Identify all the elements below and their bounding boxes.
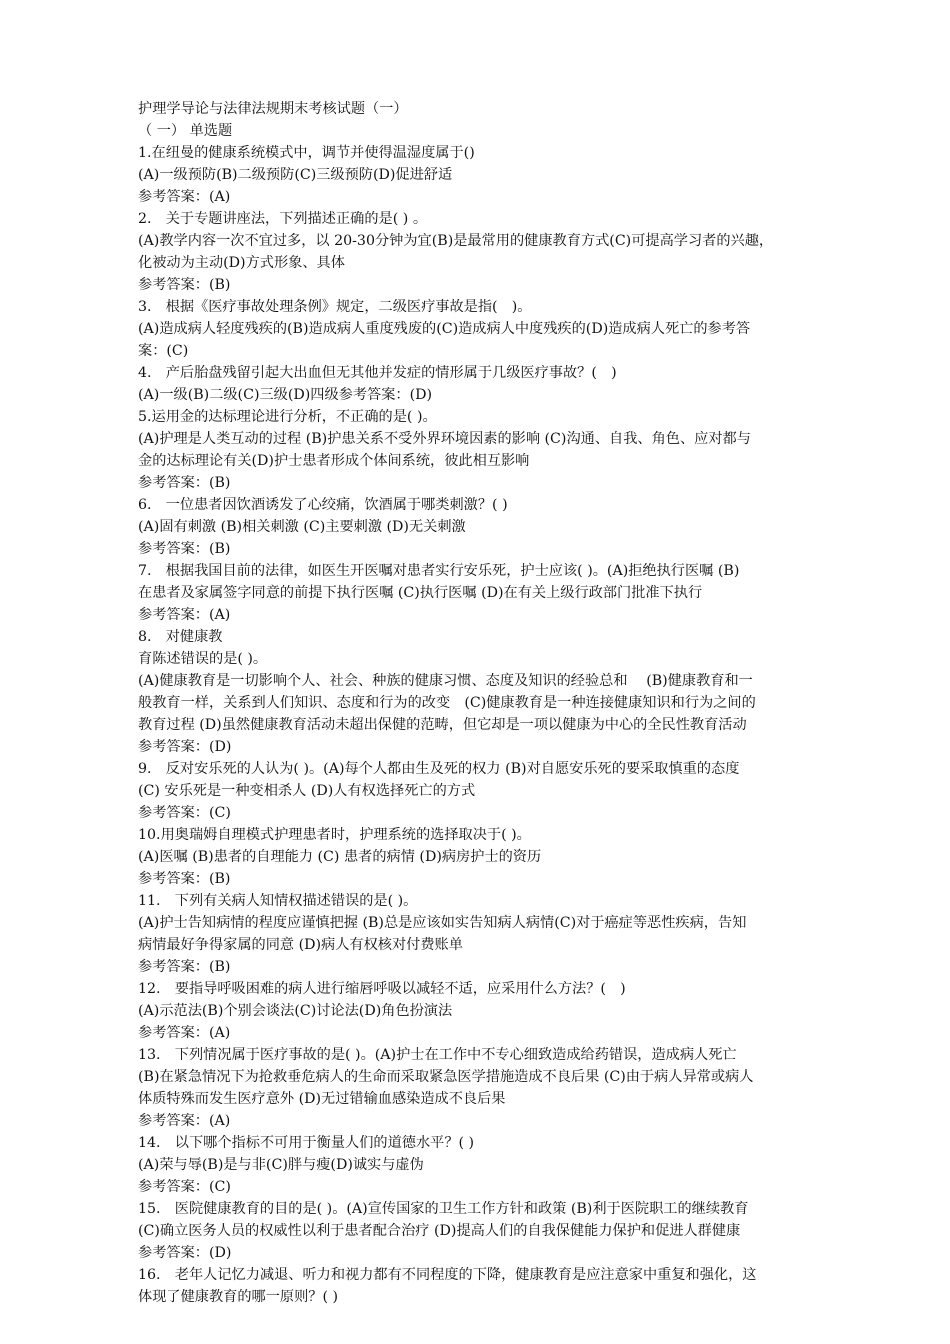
text-line: 4. 产后胎盘残留引起大出血但无其他并发症的情形属于几级医疗事故？( ) — [138, 365, 617, 381]
text-line: 化被动为主动(D)方式形象、具体 — [138, 255, 345, 271]
text-line: （ 一） 单选题 — [138, 123, 233, 139]
text-line: (A)教学内容一次不宜过多，以 20-30分钟为宜(B)是最常用的健康教育方式(C)可提高学习者的兴趣， — [138, 233, 774, 249]
text-line: 5.运用金的达标理论进行分析，不正确的是( )。 — [138, 409, 437, 425]
text-line: 3. 根据《医疗事故处理条例》规定，二级医疗事故是指( )。 — [138, 299, 532, 315]
text-line: 参考答案：(D) — [138, 1245, 232, 1261]
text-line: 8. 对健康教 — [138, 629, 223, 645]
text-line: (C)确立医务人员的权威性以利于患者配合治疗 (D)提高人们的自我保健能力保护和促进人群健康 — [138, 1223, 741, 1239]
text-line: 14. 以下哪个指标不可用于衡量人们的道德水平？( ) — [138, 1135, 475, 1151]
text-line: (B)在紧急情况下为抢救垂危病人的生命而采取紧急医学措施造成不良后果 (C)由于病人异常或病人 — [138, 1069, 754, 1085]
text-line: 1.在纽曼的健康系统模式中，调节并使得温湿度属于() — [138, 145, 475, 161]
text-line: 病情最好争得家属的同意 (D)病人有权核对付费账单 — [138, 937, 463, 953]
text-line: 参考答案：(A) — [138, 1113, 231, 1129]
text-line: 12. 要指导呼吸困难的病人进行缩唇呼吸以减轻不适，应采用什么方法？( ) — [138, 981, 626, 997]
text-line: (A)护士告知病情的程度应谨慎把握 (B)总是应该如实告知病人病情(C)对于癌症等恶性疾病，告知 — [138, 915, 747, 931]
text-line: 10.用奥瑞姆自理模式护理患者时，护理系统的选择取决于( )。 — [138, 827, 531, 843]
text-line: (C) 安乐死是一种变相杀人 (D)人有权选择死亡的方式 — [138, 783, 476, 799]
text-line: 案：(C) — [138, 343, 189, 359]
text-line: (A)健康教育是一切影响个人、社会、种族的健康习惯、态度及知识的经验总和 (B)健康教育和一 — [138, 673, 753, 689]
text-line: (A)一级(B)二级(C)三级(D)四级参考答案：(D) — [138, 387, 433, 403]
text-line: 9. 反对安乐死的人认为( )。(A)每个人都由生及死的权力 (B)对自愿安乐死的要采取慎重的态度 — [138, 761, 740, 777]
text-line: (A)护理是人类互动的过程 (B)护患关系不受外界环境因素的影响 (C)沟通、自我、角色、应对都与 — [138, 431, 751, 447]
text-line: 般教育一样，关系到人们知识、态度和行为的改变 (C)健康教育是一种连接健康知识和行为之间的 — [138, 695, 756, 711]
text-line: 参考答案：(B) — [138, 475, 231, 491]
text-line: (A)造成病人轻度残疾的(B)造成病人重度残废的(C)造成病人中度残疾的(D)造成病人死亡的参考答 — [138, 321, 751, 337]
text-line: 体现了健康教育的哪一原则？( ) — [138, 1289, 339, 1305]
text-line: (A)示范法(B)个别会谈法(C)讨论法(D)角色扮演法 — [138, 1003, 453, 1019]
text-line: 在患者及家属签字同意的前提下执行医嘱 (C)执行医嘱 (D)在有关上级行政部门批准下执行 — [138, 585, 703, 601]
text-line: (A)荣与辱(B)是与非(C)胖与瘦(D)诚实与虚伪 — [138, 1157, 424, 1173]
text-line: 参考答案：(A) — [138, 189, 231, 205]
text-line: (A)医嘱 (B)患者的自理能力 (C) 患者的病情 (D)病房护士的资历 — [138, 849, 542, 865]
text-line: 参考答案：(B) — [138, 959, 231, 975]
text-line: 16. 老年人记忆力减退、听力和视力都有不同程度的下降，健康教育是应注意家中重复和强化，这 — [138, 1267, 757, 1283]
text-line: 2. 关于专题讲座法，下列描述正确的是( ) 。 — [138, 211, 428, 227]
text-line: 7. 根据我国目前的法律，如医生开医嘱对患者实行安乐死，护士应该( )。(A)拒绝执行医嘱 (B) — [138, 563, 740, 579]
text-line: 13. 下列情况属于医疗事故的是( )。(A)护士在工作中不专心细致造成给药错误，造成病人死亡 — [138, 1047, 737, 1063]
text-line: 参考答案：(B) — [138, 277, 231, 293]
text-line: 教育过程 (D)虽然健康教育活动未超出保健的范畴，但它却是一项以健康为中心的全民性教育活动 — [138, 717, 747, 733]
text-line: 参考答案：(A) — [138, 1025, 231, 1041]
text-line: 参考答案：(A) — [138, 607, 231, 623]
text-line: 6. 一位患者因饮酒诱发了心绞痛，饮酒属于哪类刺激？( ) — [138, 497, 508, 513]
text-line: 11. 下列有关病人知情权描述错误的是( )。 — [138, 893, 418, 909]
text-line: 参考答案：(C) — [138, 1179, 231, 1195]
text-line: 参考答案：(D) — [138, 739, 232, 755]
text-line: 育陈述错误的是( )。 — [138, 651, 268, 667]
text-line: 体质特殊而发生医疗意外 (D)无过错输血感染造成不良后果 — [138, 1091, 506, 1107]
text-line: (A)固有刺激 (B)相关刺激 (C)主要刺激 (D)无关刺激 — [138, 519, 466, 535]
text-line: (A)一级预防(B)二级预防(C)三级预防(D)促进舒适 — [138, 167, 453, 183]
text-line: 参考答案：(B) — [138, 871, 231, 887]
text-line: 参考答案：(B) — [138, 541, 231, 557]
document-title: 护理学导论与法律法规期末考核试题（一） — [138, 101, 408, 117]
text-line: 金的达标理论有关(D)护士患者形成个体间系统，彼此相互影响 — [138, 453, 530, 469]
text-line: 参考答案：(C) — [138, 805, 231, 821]
exam-document — [138, 98, 890, 1308]
text-line: 15. 医院健康教育的目的是( )。(A)宣传国家的卫生工作方针和政策 (B)利于医院职工的继续教育 — [138, 1201, 749, 1217]
